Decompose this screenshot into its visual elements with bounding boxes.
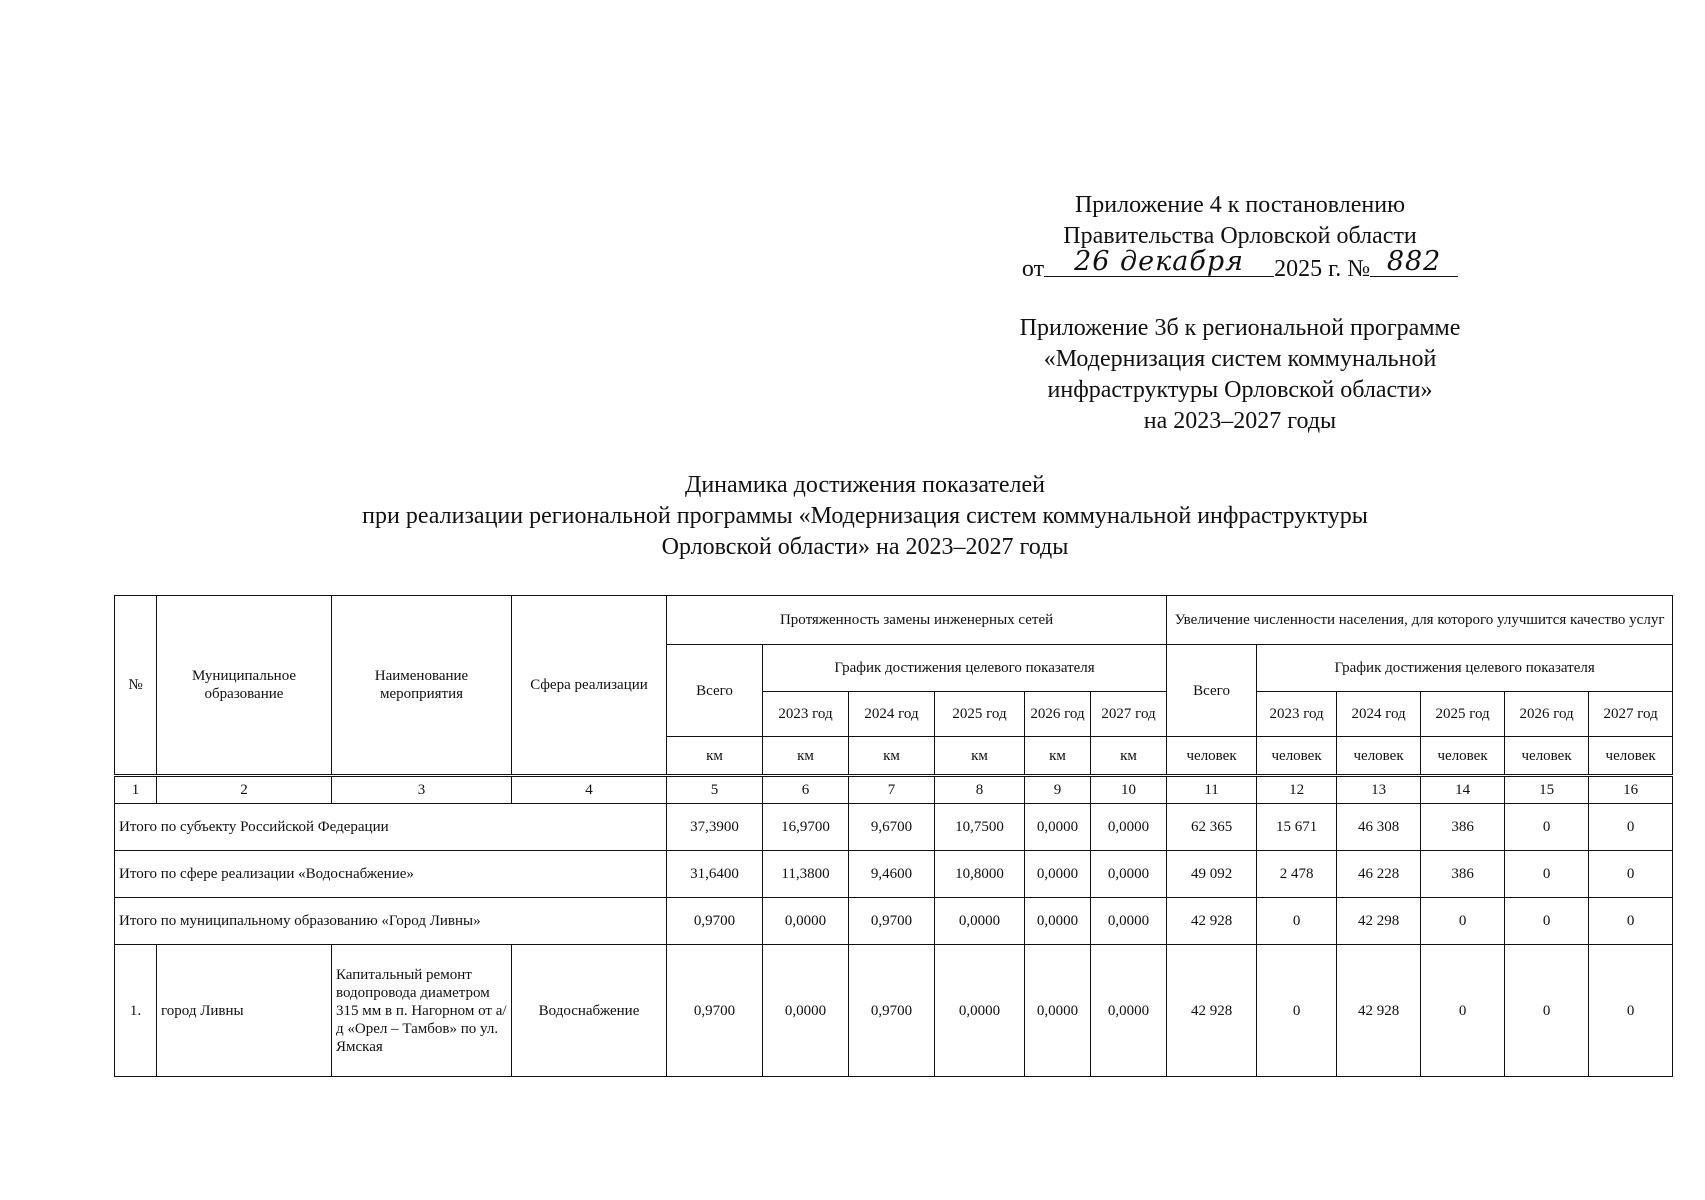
column-number: 2 xyxy=(157,776,332,804)
column-number: 14 xyxy=(1421,776,1505,804)
header-km-year: 2024 год xyxy=(849,692,935,737)
column-number: 8 xyxy=(935,776,1025,804)
cell-value: 0 xyxy=(1589,851,1673,898)
unit-people: человек xyxy=(1167,737,1257,776)
cell-value: 0,0000 xyxy=(1025,898,1091,945)
unit-km: км xyxy=(1025,737,1091,776)
year-number-label: 2025 г. № xyxy=(1274,256,1371,282)
column-number: 4 xyxy=(512,776,667,804)
header-km-schedule: График достижения целевого показателя xyxy=(763,645,1167,692)
cell-value: 386 xyxy=(1421,804,1505,851)
header-sphere: Сфера реализации xyxy=(512,596,667,776)
header-people-year: 2023 год xyxy=(1257,692,1337,737)
cell-value: 0 xyxy=(1421,898,1505,945)
header-km-year: 2025 год xyxy=(935,692,1025,737)
date-field xyxy=(1044,246,1274,277)
title-line3: Орловской области» на 2023–2027 годы xyxy=(661,534,1069,560)
header-measure: Наименование мероприятия xyxy=(332,596,512,776)
row-number: 1. xyxy=(115,945,157,1077)
header-people-year: 2027 год xyxy=(1589,692,1673,737)
cell-value: 9,4600 xyxy=(849,851,935,898)
indicators-table xyxy=(114,595,1673,1077)
cell-value: 15 671 xyxy=(1257,804,1337,851)
number-field xyxy=(1370,246,1458,277)
column-number: 11 xyxy=(1167,776,1257,804)
unit-km: км xyxy=(763,737,849,776)
cell-value: 0 xyxy=(1257,898,1337,945)
header-people-year: 2026 год xyxy=(1505,692,1589,737)
header-municipality: Муниципальное образование xyxy=(157,596,332,776)
cell-value: 0 xyxy=(1589,945,1673,1077)
row-municipality: город Ливны xyxy=(157,945,332,1077)
cell-value: 0 xyxy=(1505,945,1589,1077)
header-people-total: Всего xyxy=(1167,645,1257,737)
cell-value: 386 xyxy=(1421,851,1505,898)
appendix-4-header xyxy=(1010,190,1470,285)
cell-value: 42 928 xyxy=(1167,945,1257,1077)
header-km-year: 2026 год xyxy=(1025,692,1091,737)
cell-value: 0,0000 xyxy=(1025,945,1091,1077)
cell-value: 0,9700 xyxy=(667,898,763,945)
appendix-3b-line2: «Модернизация систем коммунальной xyxy=(1043,346,1437,372)
handwritten-number: 882 xyxy=(1386,246,1442,277)
cell-value: 0,0000 xyxy=(935,945,1025,1077)
cell-value: 2 478 xyxy=(1257,851,1337,898)
summary-label: Итого по муниципальному образованию «Город Ливны» xyxy=(115,898,667,945)
cell-value: 16,9700 xyxy=(763,804,849,851)
header-people-schedule: График достижения целевого показателя xyxy=(1257,645,1673,692)
cell-value: 49 092 xyxy=(1167,851,1257,898)
column-number: 15 xyxy=(1505,776,1589,804)
cell-value: 9,6700 xyxy=(849,804,935,851)
appendix-4-signature-line xyxy=(1010,246,1470,285)
appendix-3b-header xyxy=(960,313,1520,437)
row-measure: Капитальный ремонт водопровода диаметром 315 мм в п. Нагорном от а/д «Орел – Тамбов» по ул. Ямская xyxy=(332,945,512,1077)
unit-people: человек xyxy=(1505,737,1589,776)
header-people-year: 2025 год xyxy=(1421,692,1505,737)
cell-value: 10,8000 xyxy=(935,851,1025,898)
cell-value: 0,9700 xyxy=(849,898,935,945)
unit-km: км xyxy=(849,737,935,776)
cell-value: 0,0000 xyxy=(1091,804,1167,851)
cell-value: 42 928 xyxy=(1337,945,1421,1077)
cell-value: 0,9700 xyxy=(667,945,763,1077)
cell-value: 0 xyxy=(1589,804,1673,851)
cell-value: 0 xyxy=(1421,945,1505,1077)
appendix-4-line2: Правительства Орловской области xyxy=(1063,223,1417,249)
unit-km: км xyxy=(1091,737,1167,776)
column-number: 13 xyxy=(1337,776,1421,804)
title-line1: Динамика достижения показателей xyxy=(684,472,1046,498)
column-number: 10 xyxy=(1091,776,1167,804)
cell-value: 0,9700 xyxy=(849,945,935,1077)
column-number-row xyxy=(115,776,1673,804)
unit-km: км xyxy=(667,737,763,776)
cell-value: 31,6400 xyxy=(667,851,763,898)
column-number: 7 xyxy=(849,776,935,804)
cell-value: 0 xyxy=(1589,898,1673,945)
header-population-group: Увеличение численности населения, для которого улучшится качество услуг xyxy=(1167,596,1673,645)
cell-value: 0 xyxy=(1505,898,1589,945)
unit-people: человек xyxy=(1589,737,1673,776)
appendix-3b-line4: на 2023–2027 годы xyxy=(1143,408,1337,434)
cell-value: 0 xyxy=(1257,945,1337,1077)
summary-row-subject xyxy=(115,804,1673,851)
cell-value: 0,0000 xyxy=(1091,945,1167,1077)
cell-value: 0,0000 xyxy=(763,898,849,945)
cell-value: 10,7500 xyxy=(935,804,1025,851)
cell-value: 46 228 xyxy=(1337,851,1421,898)
cell-value: 37,3900 xyxy=(667,804,763,851)
appendix-4-line1: Приложение 4 к постановлению xyxy=(1074,192,1406,218)
column-number: 12 xyxy=(1257,776,1337,804)
title-line2: при реализации региональной программы «Модернизация систем коммунальной инфраструктуры xyxy=(362,503,1368,529)
unit-people: человек xyxy=(1421,737,1505,776)
header-km-year: 2027 год xyxy=(1091,692,1167,737)
cell-value: 62 365 xyxy=(1167,804,1257,851)
cell-value: 0,0000 xyxy=(935,898,1025,945)
unit-people: человек xyxy=(1337,737,1421,776)
handwritten-date: 26 декабря xyxy=(1074,246,1244,277)
summary-row-sphere xyxy=(115,851,1673,898)
cell-value: 42 928 xyxy=(1167,898,1257,945)
summary-label: Итого по сфере реализации «Водоснабжение» xyxy=(115,851,667,898)
unit-people: человек xyxy=(1257,737,1337,776)
cell-value: 42 298 xyxy=(1337,898,1421,945)
cell-value: 0,0000 xyxy=(1025,804,1091,851)
header-km-total: Всего xyxy=(667,645,763,737)
header-length-group: Протяженность замены инженерных сетей xyxy=(667,596,1167,645)
cell-value: 46 308 xyxy=(1337,804,1421,851)
column-number: 5 xyxy=(667,776,763,804)
cell-value: 0,0000 xyxy=(1091,898,1167,945)
cell-value: 0,0000 xyxy=(763,945,849,1077)
from-label: от xyxy=(1021,256,1045,282)
column-number: 16 xyxy=(1589,776,1673,804)
cell-value: 0 xyxy=(1505,851,1589,898)
header-num: № xyxy=(115,596,157,776)
appendix-3b-line3: инфраструктуры Орловской области» xyxy=(1047,377,1433,403)
unit-km: км xyxy=(935,737,1025,776)
column-number: 1 xyxy=(115,776,157,804)
table-row xyxy=(115,945,1673,1077)
appendix-3b-line1: Приложение 3б к региональной программе xyxy=(1019,315,1461,341)
summary-label: Итого по субъекту Российской Федерации xyxy=(115,804,667,851)
cell-value: 11,3800 xyxy=(763,851,849,898)
header-row-1 xyxy=(115,596,1673,645)
header-km-year: 2023 год xyxy=(763,692,849,737)
header-people-year: 2024 год xyxy=(1337,692,1421,737)
cell-value: 0 xyxy=(1505,804,1589,851)
column-number: 3 xyxy=(332,776,512,804)
column-number: 9 xyxy=(1025,776,1091,804)
column-number: 6 xyxy=(763,776,849,804)
document-title xyxy=(200,470,1530,563)
cell-value: 0,0000 xyxy=(1091,851,1167,898)
summary-row-municipality xyxy=(115,898,1673,945)
cell-value: 0,0000 xyxy=(1025,851,1091,898)
row-sphere: Водоснабжение xyxy=(512,945,667,1077)
